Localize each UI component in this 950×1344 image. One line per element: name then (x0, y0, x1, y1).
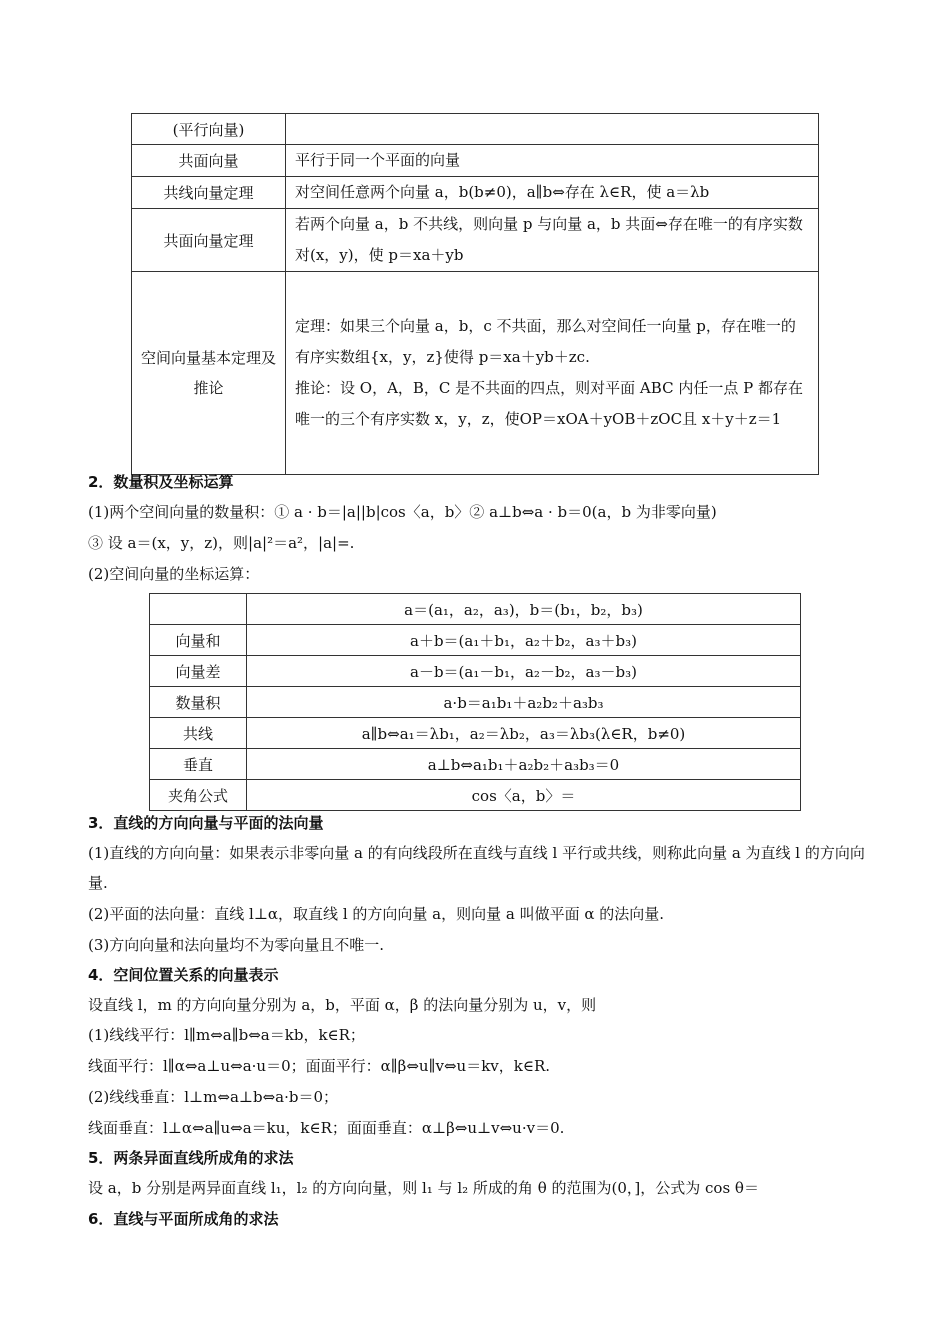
dot-product-line: (1)两个空间向量的数量积：① a · b＝|a||b|cos〈a，b〉② a⊥b⇔a · b＝0(a，b 为非零向量) (88, 503, 717, 521)
concept-name: (平行向量) (132, 114, 286, 145)
operation-formula: a－b＝(a₁－b₁，a₂－b₂，a₃－b₃) (247, 656, 801, 687)
line-plane-parallel: 线面平行：l∥α⇔a⊥u⇔a·u＝0；面面平行：α∥β⇔u∥v⇔u＝kv，k∈R. (88, 1057, 551, 1075)
vector-concepts-table (131, 113, 819, 475)
table-row (150, 718, 801, 749)
table-row (150, 656, 801, 687)
normal-vector-text: (2)平面的法向量：直线 l⊥α，取直线 l 的方向向量 a，则向量 a 叫做平面 α 的法向量. (88, 905, 665, 923)
operation-formula: a＋b＝(a₁＋b₁，a₂＋b₂，a₃＋b₃) (247, 625, 801, 656)
table-row (132, 145, 819, 177)
operation-formula: a∥b⇔a₁＝λb₁，a₂＝λb₂，a₃＝λb₃(λ∈R，b≠0) (247, 718, 801, 749)
skew-angle-text: 设 a，b 分别是两异面直线 l₁，l₂ 的方向向量，则 l₁ 与 l₂ 所成的角 θ 的范围为(0，]，公式为 cos θ＝ (88, 1179, 759, 1197)
operation-formula: a·b＝a₁b₁＋a₂b₂＋a₃b₃ (247, 687, 801, 718)
section-6-title: 6．直线与平面所成角的求法 (88, 1210, 279, 1228)
line-plane-perpendicular: 线面垂直：l⊥α⇔a∥u⇔a＝ku，k∈R；面面垂直：α⊥β⇔u⊥v⇔u·v＝0. (88, 1119, 565, 1137)
operation-name: 共线 (150, 718, 247, 749)
table-row (150, 687, 801, 718)
section-5-title: 5．两条异面直线所成角的求法 (88, 1149, 294, 1167)
concept-name: 共面向量 (132, 145, 286, 177)
table-cell (150, 594, 247, 625)
norm-line: ③ 设 a＝(x，y，z)，则|a|²＝a²，|a|=. (88, 534, 355, 552)
table-row (132, 114, 819, 145)
concept-definition (286, 272, 819, 475)
concept-definition: 对空间任意两个向量 a，b(b≠0)，a∥b⇔存在 λ∈R，使 a＝λb (286, 177, 819, 209)
concept-name: 空间向量基本定理及推论 (132, 272, 286, 475)
operation-name: 夹角公式 (150, 780, 247, 811)
uniqueness-text: (3)方向向量和法向量均不为零向量且不唯一. (88, 936, 385, 954)
operation-formula: a⊥b⇔a₁b₁＋a₂b₂＋a₃b₃＝0 (247, 749, 801, 780)
operation-formula: cos〈a，b〉＝ (247, 780, 801, 811)
section-4-title: 4．空间位置关系的向量表示 (88, 966, 279, 984)
coord-ops-intro: (2)空间向量的坐标运算： (88, 565, 260, 583)
concept-name: 共面向量定理 (132, 209, 286, 272)
concept-definition: 平行于同一个平面的向量 (286, 145, 819, 177)
line-line-perpendicular: (2)线线垂直：l⊥m⇔a⊥b⇔a·b＝0； (88, 1088, 339, 1106)
table-row (150, 780, 801, 811)
table-header-cell: a＝(a₁，a₂，a₃)，b＝(b₁，b₂，b₃) (247, 594, 801, 625)
table-row (150, 594, 801, 625)
coordinate-operations-table (149, 593, 801, 811)
section-2-title: 2．数量积及坐标运算 (88, 473, 234, 491)
table-row (150, 749, 801, 780)
table-row (132, 272, 819, 475)
concept-name: 共线向量定理 (132, 177, 286, 209)
concept-definition: 若两个向量 a，b 不共线，则向量 p 与向量 a，b 共面⇔存在唯一的有序实数对(x，y)，使 p＝xa＋yb (286, 209, 819, 272)
concept-definition (286, 114, 819, 145)
operation-name: 向量差 (150, 656, 247, 687)
relation-intro: 设直线 l，m 的方向向量分别为 a，b，平面 α，β 的法向量分别为 u，v，则 (88, 996, 597, 1014)
theorem-text: 定理：如果三个向量 a，b，c 不共面，那么对空间任一向量 p，存在唯一的有序实数组{x，y，z}使得 p＝xa＋yb＋zc. (295, 317, 796, 366)
operation-name: 向量和 (150, 625, 247, 656)
direction-vector-text: (1)直线的方向向量：如果表示非零向量 a 的有向线段所在直线与直线 l 平行或共线，则称此向量 a 为直线 l 的方向向量. (88, 844, 865, 892)
table-row (132, 177, 819, 209)
table-row (150, 625, 801, 656)
corollary-text: 推论：设 O，A，B，C 是不共面的四点，则对平面 ABC 内任一点 P 都存在唯一的三个有序实数 x，y，z，使OP＝xOA＋yOB＋zOC且 x＋y＋z＝1 (295, 379, 803, 428)
operation-name: 数量积 (150, 687, 247, 718)
table-row (132, 209, 819, 272)
section-3-title: 3．直线的方向向量与平面的法向量 (88, 814, 324, 832)
line-line-parallel: (1)线线平行：l∥m⇔a∥b⇔a＝kb，k∈R； (88, 1026, 365, 1044)
operation-name: 垂直 (150, 749, 247, 780)
